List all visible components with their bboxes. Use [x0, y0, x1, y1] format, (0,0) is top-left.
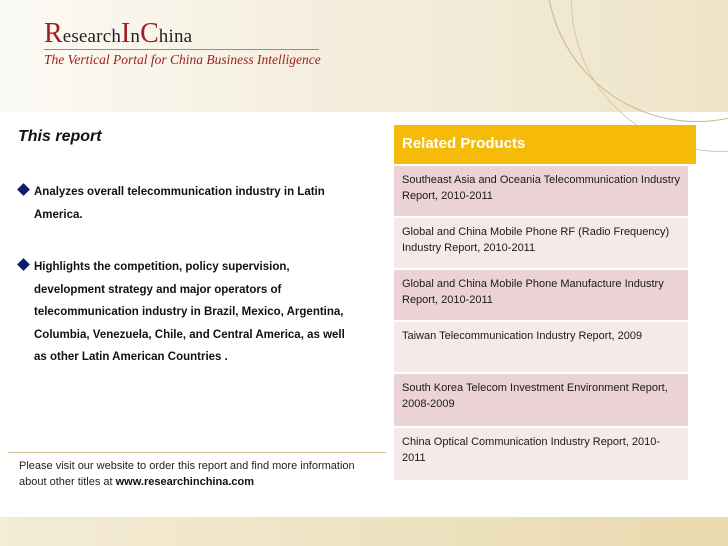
related-product-label: South Korea Telecom Investment Environment Report, 2008-2009: [402, 382, 668, 410]
related-product-item[interactable]: [394, 218, 688, 268]
related-product-label: Southeast Asia and Oceania Telecommunication Industry Report, 2010-2011: [402, 174, 681, 202]
related-product-item[interactable]: [394, 270, 688, 320]
logo-divider: [44, 49, 319, 50]
bullet-text: Highlights the competition, policy supervision, development strategy and major operators of telecommunication industry in Brazil, Mexico, Argentina, Columbia, Venezuela, Chile, and Central America, as well as other Latin American Countries .: [34, 261, 345, 363]
diamond-bullet-icon: [17, 258, 30, 271]
related-product-label: Global and China Mobile Phone RF (Radio Frequency) Industry Report, 2010-2011: [402, 226, 670, 254]
logo-letters: hina: [158, 26, 193, 47]
report-title: This report: [18, 128, 102, 145]
logo-letter: C: [140, 18, 159, 49]
logo-letter: I: [121, 18, 131, 49]
logo-letters: esearch: [62, 26, 122, 47]
footer-band: [0, 517, 728, 546]
researchinchina-logo: [44, 14, 192, 48]
bullet-item: [18, 181, 358, 226]
related-product-item[interactable]: [394, 428, 688, 480]
logo-letter: R: [44, 18, 63, 49]
related-product-label: Global and China Mobile Phone Manufacture Industry Report, 2010-2011: [402, 278, 664, 306]
related-product-item[interactable]: [394, 374, 688, 426]
related-product-label: Taiwan Telecommunication Industry Report, 2009: [402, 330, 643, 342]
related-product-item[interactable]: [394, 166, 688, 216]
related-products-title: Related Products: [402, 135, 526, 152]
website-link[interactable]: www.researchinchina.com: [115, 476, 254, 488]
divider: [8, 452, 386, 453]
logo-letters: n: [130, 26, 141, 47]
diamond-bullet-icon: [17, 183, 30, 196]
related-products-header: [394, 125, 696, 164]
related-product-item[interactable]: [394, 322, 688, 372]
tagline: The Vertical Portal for China Business Intelligence: [44, 52, 321, 67]
related-product-label: China Optical Communication Industry Report, 2010-2011: [402, 436, 661, 464]
visit-note: [19, 458, 384, 490]
visit-text: Please visit our website to order this report and find more information about other titles at: [19, 460, 355, 488]
bullet-text: Analyzes overall telecommunication industry in Latin America.: [34, 186, 325, 221]
bullet-item: [18, 256, 358, 369]
